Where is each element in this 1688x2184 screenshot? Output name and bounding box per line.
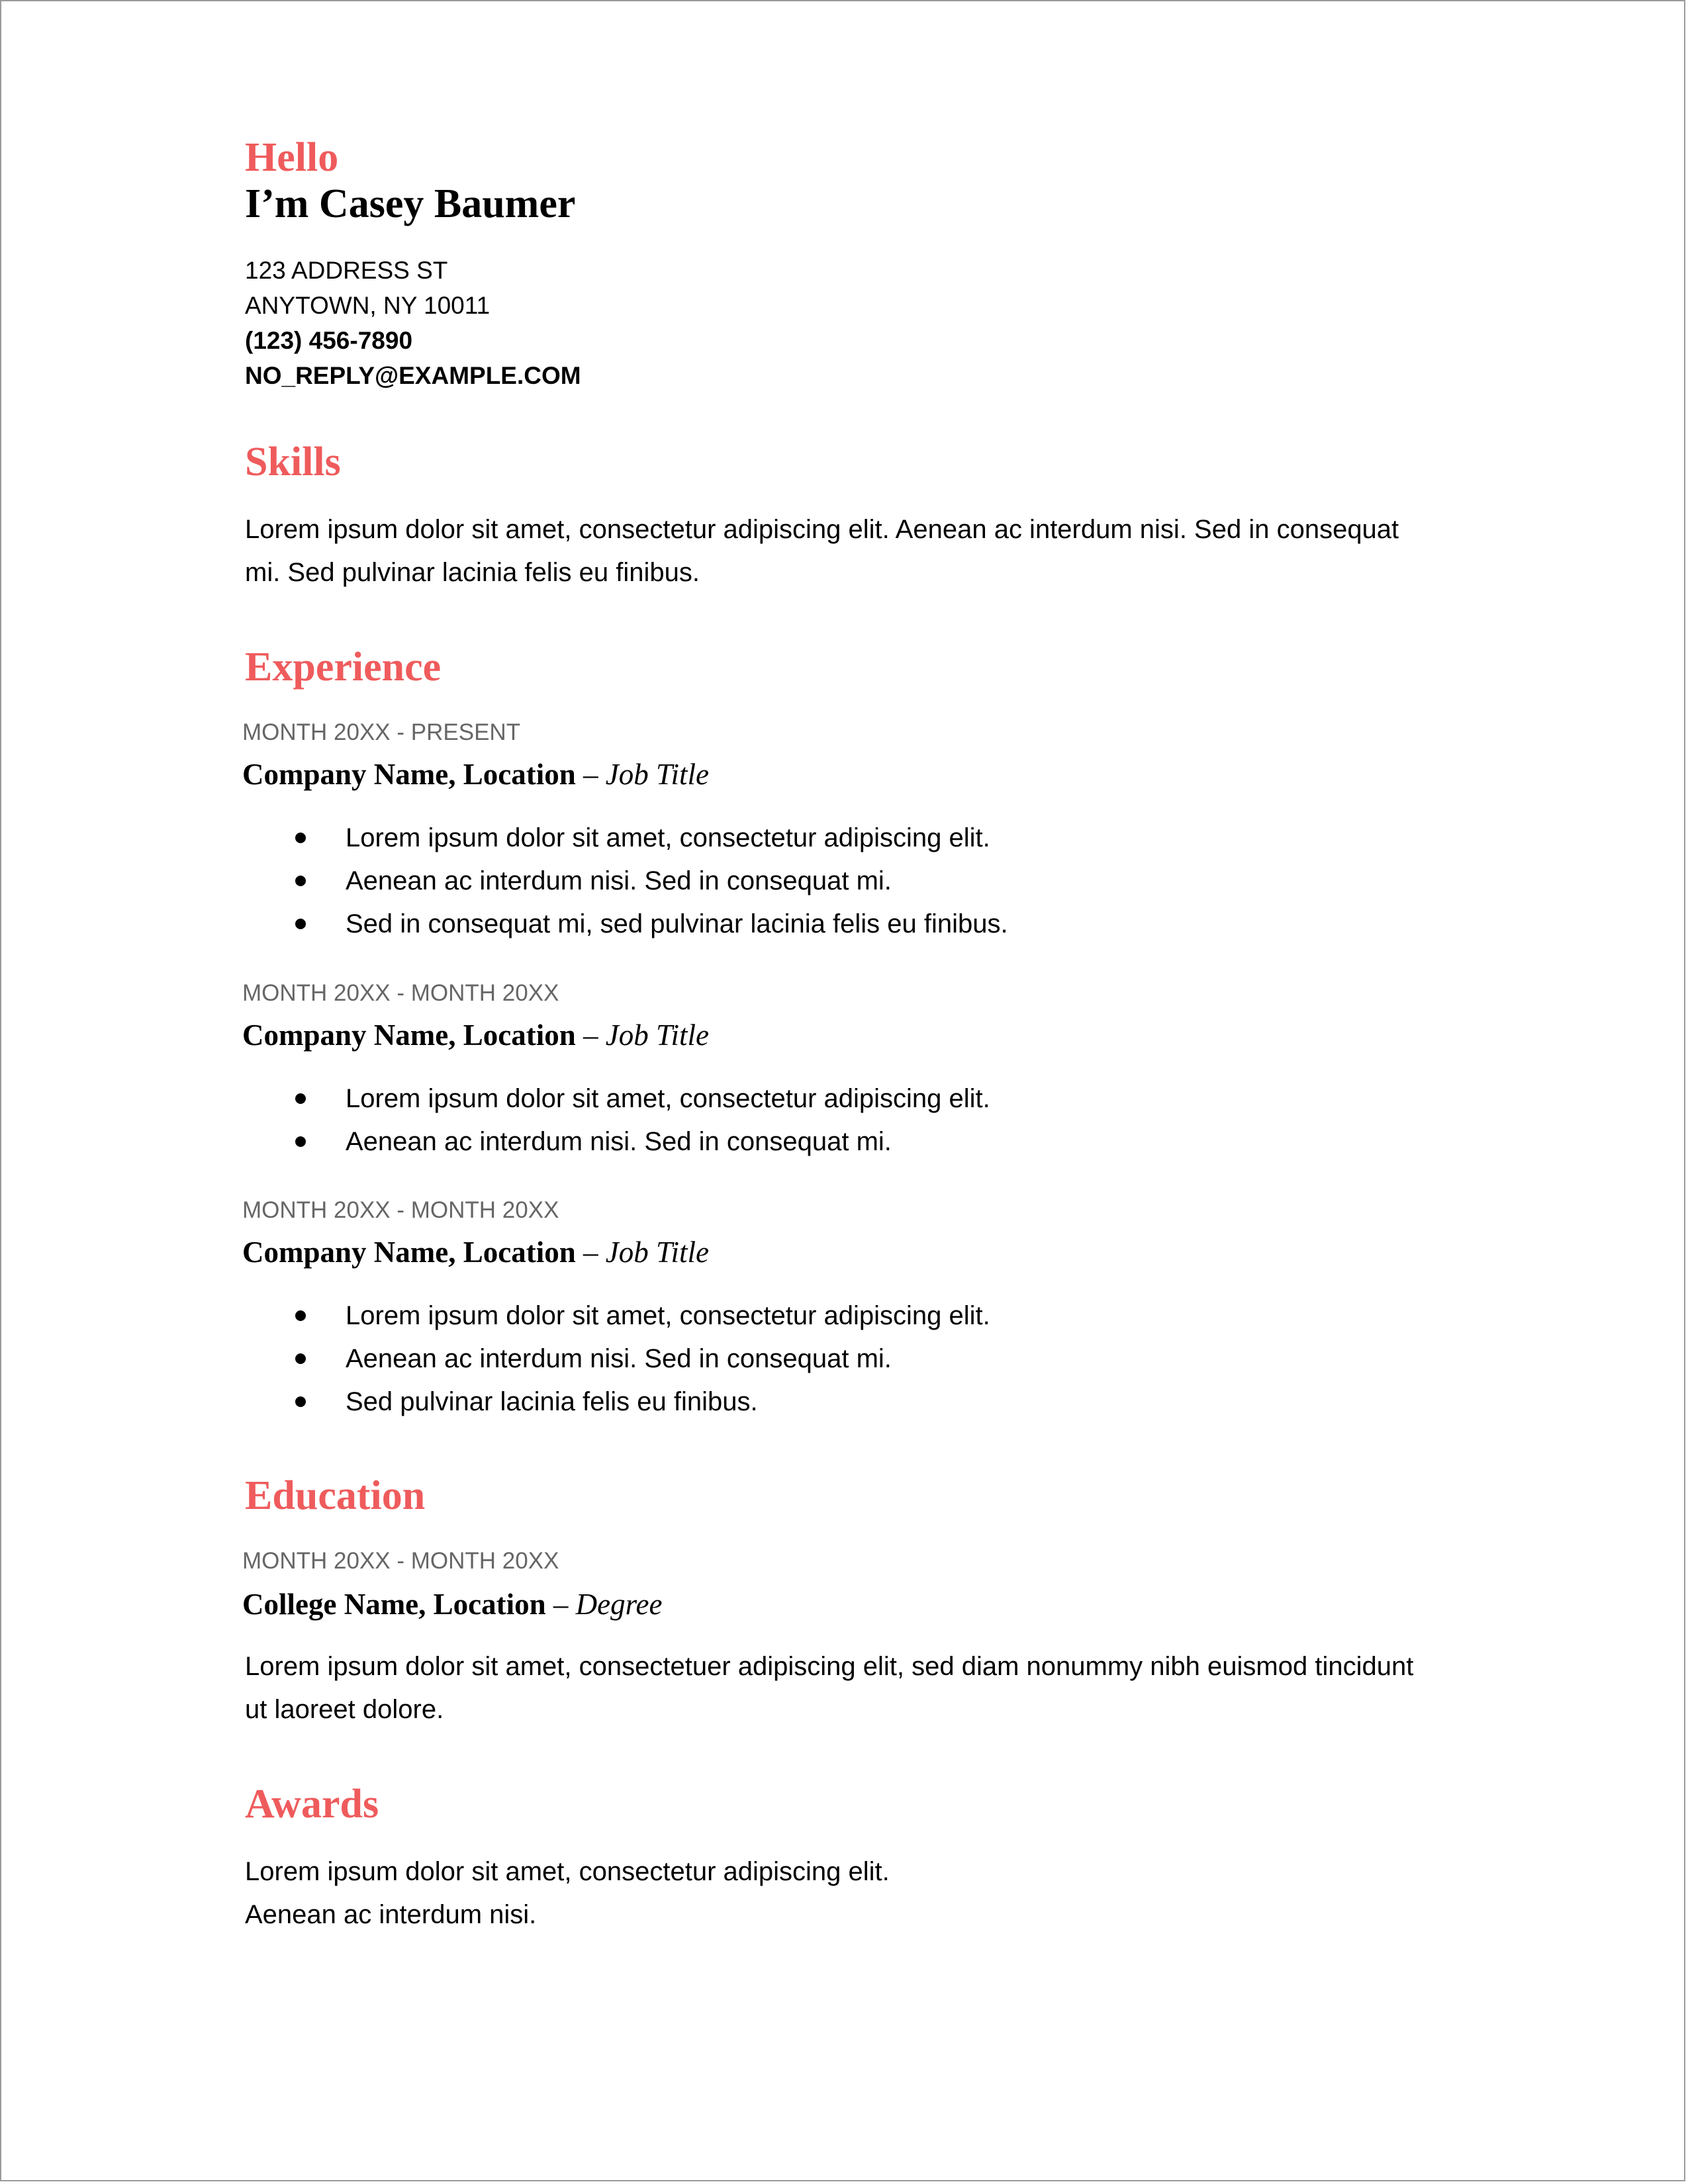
bullet-icon — [295, 1310, 306, 1321]
job-separator: – — [575, 1019, 606, 1052]
list-item — [245, 860, 1008, 903]
experience-heading: Experience — [245, 645, 442, 690]
job-separator: – — [575, 758, 606, 791]
education-line-2: ut laoreet dolore. — [245, 1695, 444, 1724]
bullet-text: Lorem ipsum dolor sit amet, consectetur adipiscing elit. — [346, 1301, 990, 1330]
bullet-icon — [295, 919, 306, 929]
list-item — [245, 1295, 990, 1338]
skills-line-2: mi. Sed pulvinar lacinia felis eu finibus. — [245, 558, 700, 587]
awards-line-2: Aenean ac interdum nisi. — [245, 1900, 537, 1929]
bullet-icon — [295, 1093, 306, 1104]
job-role — [242, 754, 709, 794]
email: NO_REPLY@EXAMPLE.COM — [245, 362, 581, 389]
bullet-text: Aenean ac interdum nisi. Sed in consequat mi. — [346, 1127, 892, 1156]
bullet-text: Lorem ipsum dolor sit amet, consectetur adipiscing elit. — [346, 823, 990, 852]
job-role — [242, 1015, 709, 1055]
job-title: Job Title — [605, 758, 709, 791]
education-separator: – — [545, 1588, 576, 1621]
bullet-text: Sed in consequat mi, sed pulvinar lacinia felis eu finibus. — [346, 909, 1008, 938]
greeting: Hello — [245, 135, 339, 180]
list-item — [245, 1381, 990, 1424]
bullet-text: Aenean ac interdum nisi. Sed in consequat mi. — [346, 1344, 892, 1373]
job-bullets — [245, 1077, 990, 1163]
skills-line-1: Lorem ipsum dolor sit amet, consectetur adipiscing elit. Aenean ac interdum nisi. Sed in consequat — [245, 515, 1399, 544]
address-line-2: ANYTOWN, NY 10011 — [245, 292, 491, 319]
education-line-1: Lorem ipsum dolor sit amet, consectetuer adipiscing elit, sed diam nonummy nibh euismod tincidunt — [245, 1652, 1414, 1681]
list-item — [245, 1338, 990, 1381]
bullet-icon — [295, 833, 306, 843]
job-company: Company Name, Location — [242, 1236, 576, 1269]
education-degree: Degree — [575, 1588, 663, 1621]
bullet-icon — [295, 1396, 306, 1407]
education-school: College Name, Location — [242, 1588, 546, 1621]
awards-heading: Awards — [245, 1782, 379, 1827]
job-dates: MONTH 20XX - MONTH 20XX — [242, 980, 559, 1006]
job-dates: MONTH 20XX - MONTH 20XX — [242, 1197, 559, 1223]
list-item — [245, 1120, 990, 1163]
job-dates: MONTH 20XX - PRESENT — [242, 719, 521, 745]
contact-block — [245, 253, 581, 393]
education-dates: MONTH 20XX - MONTH 20XX — [242, 1548, 559, 1574]
job-company: Company Name, Location — [242, 1019, 576, 1052]
job-separator: – — [575, 1236, 606, 1269]
awards-line-1: Lorem ipsum dolor sit amet, consectetur adipiscing elit. — [245, 1857, 890, 1886]
job-company: Company Name, Location — [242, 758, 576, 791]
job-role — [242, 1232, 709, 1272]
bullet-icon — [295, 876, 306, 886]
bullet-icon — [295, 1353, 306, 1364]
education-heading: Education — [245, 1473, 426, 1518]
job-title: Job Title — [605, 1236, 709, 1269]
education-text — [245, 1645, 1456, 1731]
job-bullets — [245, 817, 1008, 946]
list-item — [245, 817, 1008, 860]
skills-text — [245, 508, 1456, 594]
phone: (123) 456-7890 — [245, 327, 413, 354]
bullet-icon — [295, 1136, 306, 1147]
education-role — [242, 1584, 662, 1624]
skills-heading: Skills — [245, 439, 341, 484]
awards-text — [245, 1850, 1456, 1936]
candidate-name: I’m Casey Baumer — [245, 181, 576, 226]
job-title: Job Title — [605, 1019, 709, 1052]
job-bullets — [245, 1295, 990, 1424]
list-item — [245, 1077, 990, 1120]
bullet-text: Aenean ac interdum nisi. Sed in consequat mi. — [346, 866, 892, 895]
list-item — [245, 903, 1008, 946]
address-line-1: 123 ADDRESS ST — [245, 257, 448, 284]
bullet-text: Sed pulvinar lacinia felis eu finibus. — [346, 1387, 758, 1416]
bullet-text: Lorem ipsum dolor sit amet, consectetur adipiscing elit. — [346, 1084, 990, 1113]
